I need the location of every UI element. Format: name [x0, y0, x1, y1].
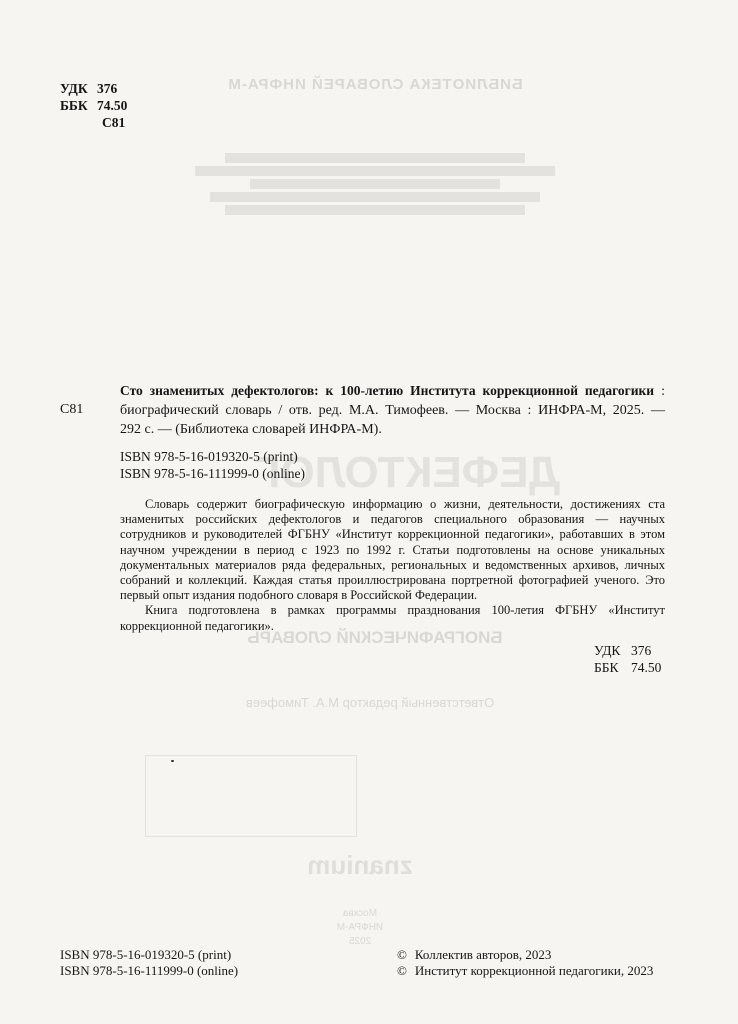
copyright-symbol: ©: [397, 947, 407, 962]
classification-codes-bottom: [594, 642, 661, 676]
show-through-series: БИБЛИОТЕКА СЛОВАРЕЙ ИНФРА-М: [227, 76, 523, 93]
author-mark-top: С81: [102, 115, 126, 130]
bbk-value: 74.50: [97, 98, 128, 113]
copyright-line-2: [397, 963, 653, 979]
copyright-text-2: Институт коррекционной педагогики, 2023: [414, 963, 654, 978]
show-through-subtitle: БИОГРАФИЧЕСКИЙ СЛОВАРЬ: [247, 628, 503, 647]
isbn-bottom-print: ISBN 978-5-16-019320-5 (print): [60, 947, 232, 962]
bbk-label-bottom: ББК: [594, 660, 619, 675]
udk-row: [60, 80, 127, 97]
isbn-bottom: [60, 947, 238, 979]
record-title-line: [120, 381, 665, 401]
record-isbn-block: [120, 448, 665, 482]
show-through-barcode-block: [145, 755, 357, 837]
record-isbn-online: ISBN 978-5-16-111999-0 (online): [120, 466, 305, 481]
show-through-imprint: ИНФРА-М: [336, 922, 384, 933]
udk-label-bottom: УДК: [594, 643, 621, 658]
classification-codes-top: [60, 80, 127, 131]
show-through-title: ДЕФЕКТОЛОГ: [255, 448, 560, 497]
bbk-label: ББК: [60, 98, 88, 113]
udk-label: УДК: [60, 81, 88, 96]
isbn-bottom-online: ISBN 978-5-16-111999-0 (online): [60, 963, 239, 978]
show-through-year: 2025: [348, 936, 372, 947]
udk-row-bottom: [594, 642, 661, 659]
record-line-2: биографический словарь / отв. ред. М.А. Тимофеев. — Москва : ИНФРА-М, 2025. —: [120, 403, 665, 418]
show-through-city: Москва: [342, 908, 378, 919]
copyright-text-1: Коллектив авторов, 2023: [414, 947, 552, 962]
record-title-separator: :: [661, 384, 665, 399]
udk-value: 376: [97, 81, 118, 96]
copyright-block: [397, 947, 653, 979]
record-line-3: 292 с. — (Библиотека словарей ИНФРА-М).: [120, 422, 382, 437]
annotation-paragraph-2: Книга подготовлена в рамках программы празднования 100-летия ФГБНУ «Институт коррекционной педагогики».: [120, 603, 665, 633]
annotation-paragraph-1: Словарь содержит биографическую информацию о жизни, деятельности, достижениях ста знаменитых российских дефектологов и педагогов специального образования — научных сотрудников и руководителей ФГБНУ «Институт коррекционной педагогики», работавших в этом научном учреждении в период с 1923 по 1992 г. Статьи подготовлены на основе уникальных документальных материалов ряда федеральных, региональных и ведомственных архивов, личных собраний и коллекций. Каждая статья проиллюстрирована портретной фотографией ученого. Это первый опыт издания подобного словаря в Российской Федерации.: [120, 497, 665, 603]
udk-value-bottom: 376: [631, 643, 652, 658]
copyright-symbol-2: ©: [397, 963, 407, 978]
bbk-row-bottom: [594, 659, 661, 676]
show-through-institution-block: [175, 150, 575, 230]
bbk-row: [60, 97, 127, 114]
copyright-line-1: [397, 947, 653, 963]
record-title: Сто знаменитых дефектологов: к 100-летию Института коррекционной педагогики: [120, 383, 655, 398]
bbk-value-bottom: 74.50: [631, 660, 662, 675]
show-through-publisher: znanium: [307, 850, 413, 880]
record-isbn-print: ISBN 978-5-16-019320-5 (print): [120, 449, 298, 464]
ink-speck: [171, 760, 174, 762]
bibliographic-record: [120, 381, 665, 482]
author-mark-margin: С81: [60, 402, 84, 417]
annotation: [120, 497, 665, 634]
show-through-editor: Ответственный редактор М.А. Тимофеев: [245, 695, 495, 710]
